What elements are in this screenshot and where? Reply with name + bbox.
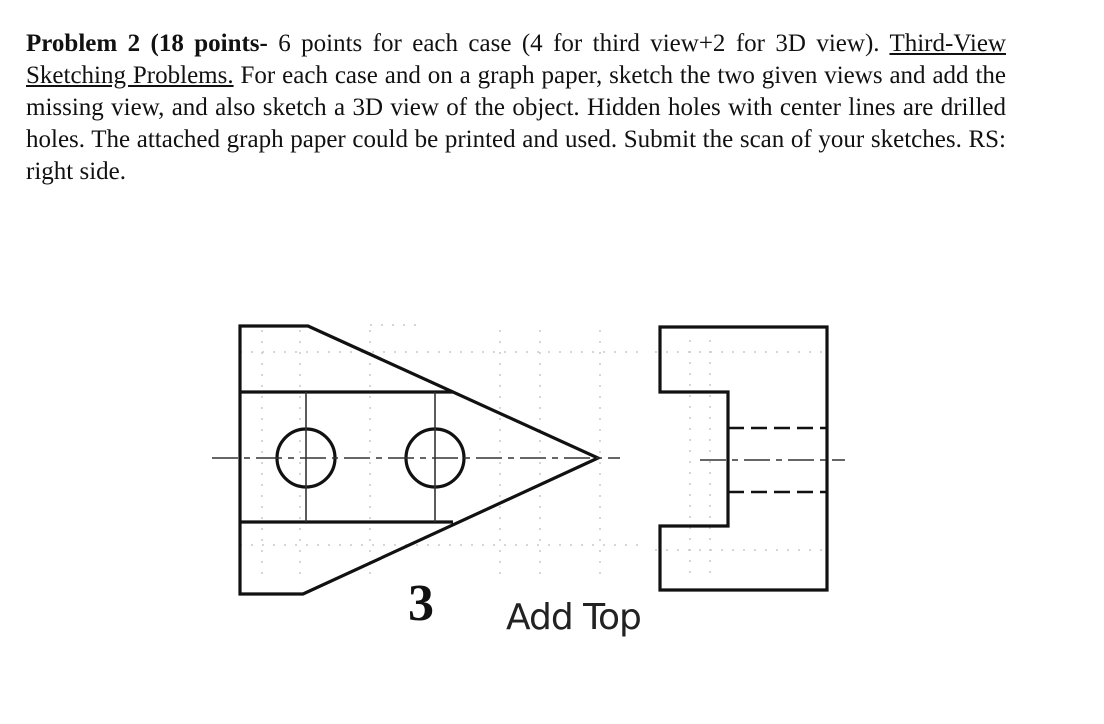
problem-instructions: For each case and on a graph paper, sketch the two given views and add the missing view, and also sketch a 3D view of the object. Hidden holes with center lines are drilled holes. The attached graph paper could be printed and used. Submit the scan of your sketches. RS: right side. xyxy=(26,62,1006,185)
front-view-outline xyxy=(240,326,598,594)
grid-dots xyxy=(240,325,825,580)
problem-heading: Problem 2 (18 points- xyxy=(26,30,268,57)
points-breakdown: 6 points for each case (4 for third view+2 for 3D view). xyxy=(267,30,890,57)
case-number: 3 xyxy=(408,575,434,632)
front-view-center-lines xyxy=(212,392,620,522)
front-view xyxy=(240,326,598,594)
problem-title-link: Third-View Sketching Problems. xyxy=(26,30,1006,89)
add-top-instruction: Add Top xyxy=(506,597,641,638)
